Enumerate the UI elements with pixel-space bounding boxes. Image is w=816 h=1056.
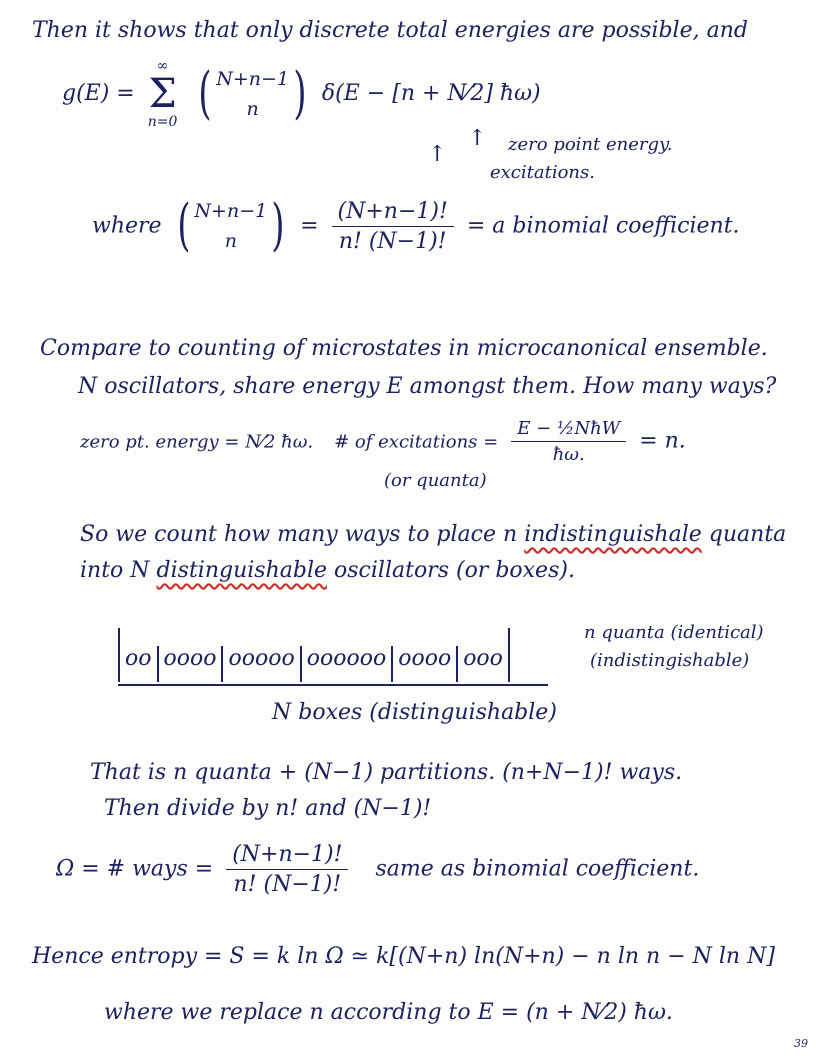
page-number: 39 (794, 1037, 808, 1050)
binomial: ( N+n−1 n ) (176, 193, 285, 259)
into-line (80, 558, 575, 583)
g-lhs: g(E) = (62, 81, 135, 106)
equals: = (300, 213, 319, 239)
oscillators-line: N oscillators, share energy E amongst them. How many ways? (78, 374, 777, 399)
excitations-label: # of excitations = (334, 431, 499, 453)
numerator: (N+n−1)! (226, 842, 348, 870)
denominator: n! (N−1)! (233, 872, 342, 897)
or-quanta: (or quanta) (384, 470, 487, 491)
omega-note: same as binomial coefficient. (375, 856, 700, 882)
box: ooooo (223, 646, 301, 682)
annotation-excitations: excitations. (490, 162, 595, 183)
where-label: where (92, 213, 162, 239)
equals: = (466, 213, 486, 239)
binomial-definition (92, 193, 740, 259)
denominator: n! (N−1)! (338, 228, 447, 254)
text: oscillators (or boxes). (334, 558, 575, 583)
binomial: ( N+n−1 n ) (198, 61, 307, 126)
summation (148, 58, 178, 130)
equals-n: = n. (639, 428, 686, 454)
omega-equation (56, 842, 699, 897)
underlined-word: distinguishable (156, 558, 328, 583)
zero-point-energy: zero pt. energy = N⁄2 ħω. (80, 431, 314, 453)
replace-line: where we replace n according to E = (n + N⁄2) ħω. (104, 1000, 673, 1025)
arrow-up-icon: ↑ (428, 142, 447, 167)
text: So we count how many ways to place n (80, 522, 518, 547)
box: oooo (159, 646, 224, 682)
text: into N (80, 558, 150, 583)
density-of-states-equation (62, 58, 541, 130)
entropy-line: Hence entropy = S = k ln Ω ≃ k[(N+n) ln(N+n) − n ln n − N ln N] (32, 944, 775, 969)
boxes-diagram (118, 628, 510, 682)
binom-bottom: n (224, 230, 237, 253)
box: oooooo (302, 646, 393, 682)
box: oooo (393, 646, 458, 682)
zero-point-line (80, 418, 686, 465)
intro-line: Then it shows that only discrete total energies are possible, and (32, 18, 748, 43)
binomial-note: a binomial coefficient. (492, 213, 740, 239)
quanta-label: n quanta (identical) (584, 622, 764, 643)
underlined-word: indistinguishale (524, 522, 702, 547)
numerator: (N+n−1)! (332, 199, 454, 227)
box: oo (120, 646, 159, 682)
numerator: E − ½NħW (511, 418, 626, 442)
quanta-label-2: (indistingishable) (590, 650, 750, 671)
delta-term: δ(E − [n + N⁄2] ħω) (321, 81, 541, 106)
box: ooo (463, 646, 503, 671)
sum-lower: n=0 (147, 114, 178, 130)
omega-lhs: Ω = # ways = (56, 856, 214, 882)
binom-top: N+n−1 (216, 67, 290, 90)
sum-upper: ∞ (156, 58, 169, 74)
binom-bottom: n (246, 98, 259, 120)
fraction (511, 418, 626, 465)
annotation-zero-point: zero point energy. (508, 134, 673, 155)
compare-line: Compare to counting of microstates in microcanonical ensemble. (40, 336, 768, 361)
divide-line: Then divide by n! and (N−1)! (104, 796, 432, 821)
arrow-up-icon: ↑ (468, 126, 487, 151)
fraction (226, 842, 348, 897)
binom-top: N+n−1 (194, 200, 268, 222)
fraction (332, 199, 454, 254)
boxes-label: N boxes (distinguishable) (272, 700, 557, 725)
partitions-line: That is n quanta + (N−1) partitions. (n+N−1)! ways. (90, 760, 683, 785)
text: quanta (708, 522, 787, 547)
bracket-line (118, 684, 548, 686)
count-line (80, 522, 786, 547)
denominator: ħω. (552, 444, 585, 465)
sum-symbol: Σ (148, 71, 177, 117)
